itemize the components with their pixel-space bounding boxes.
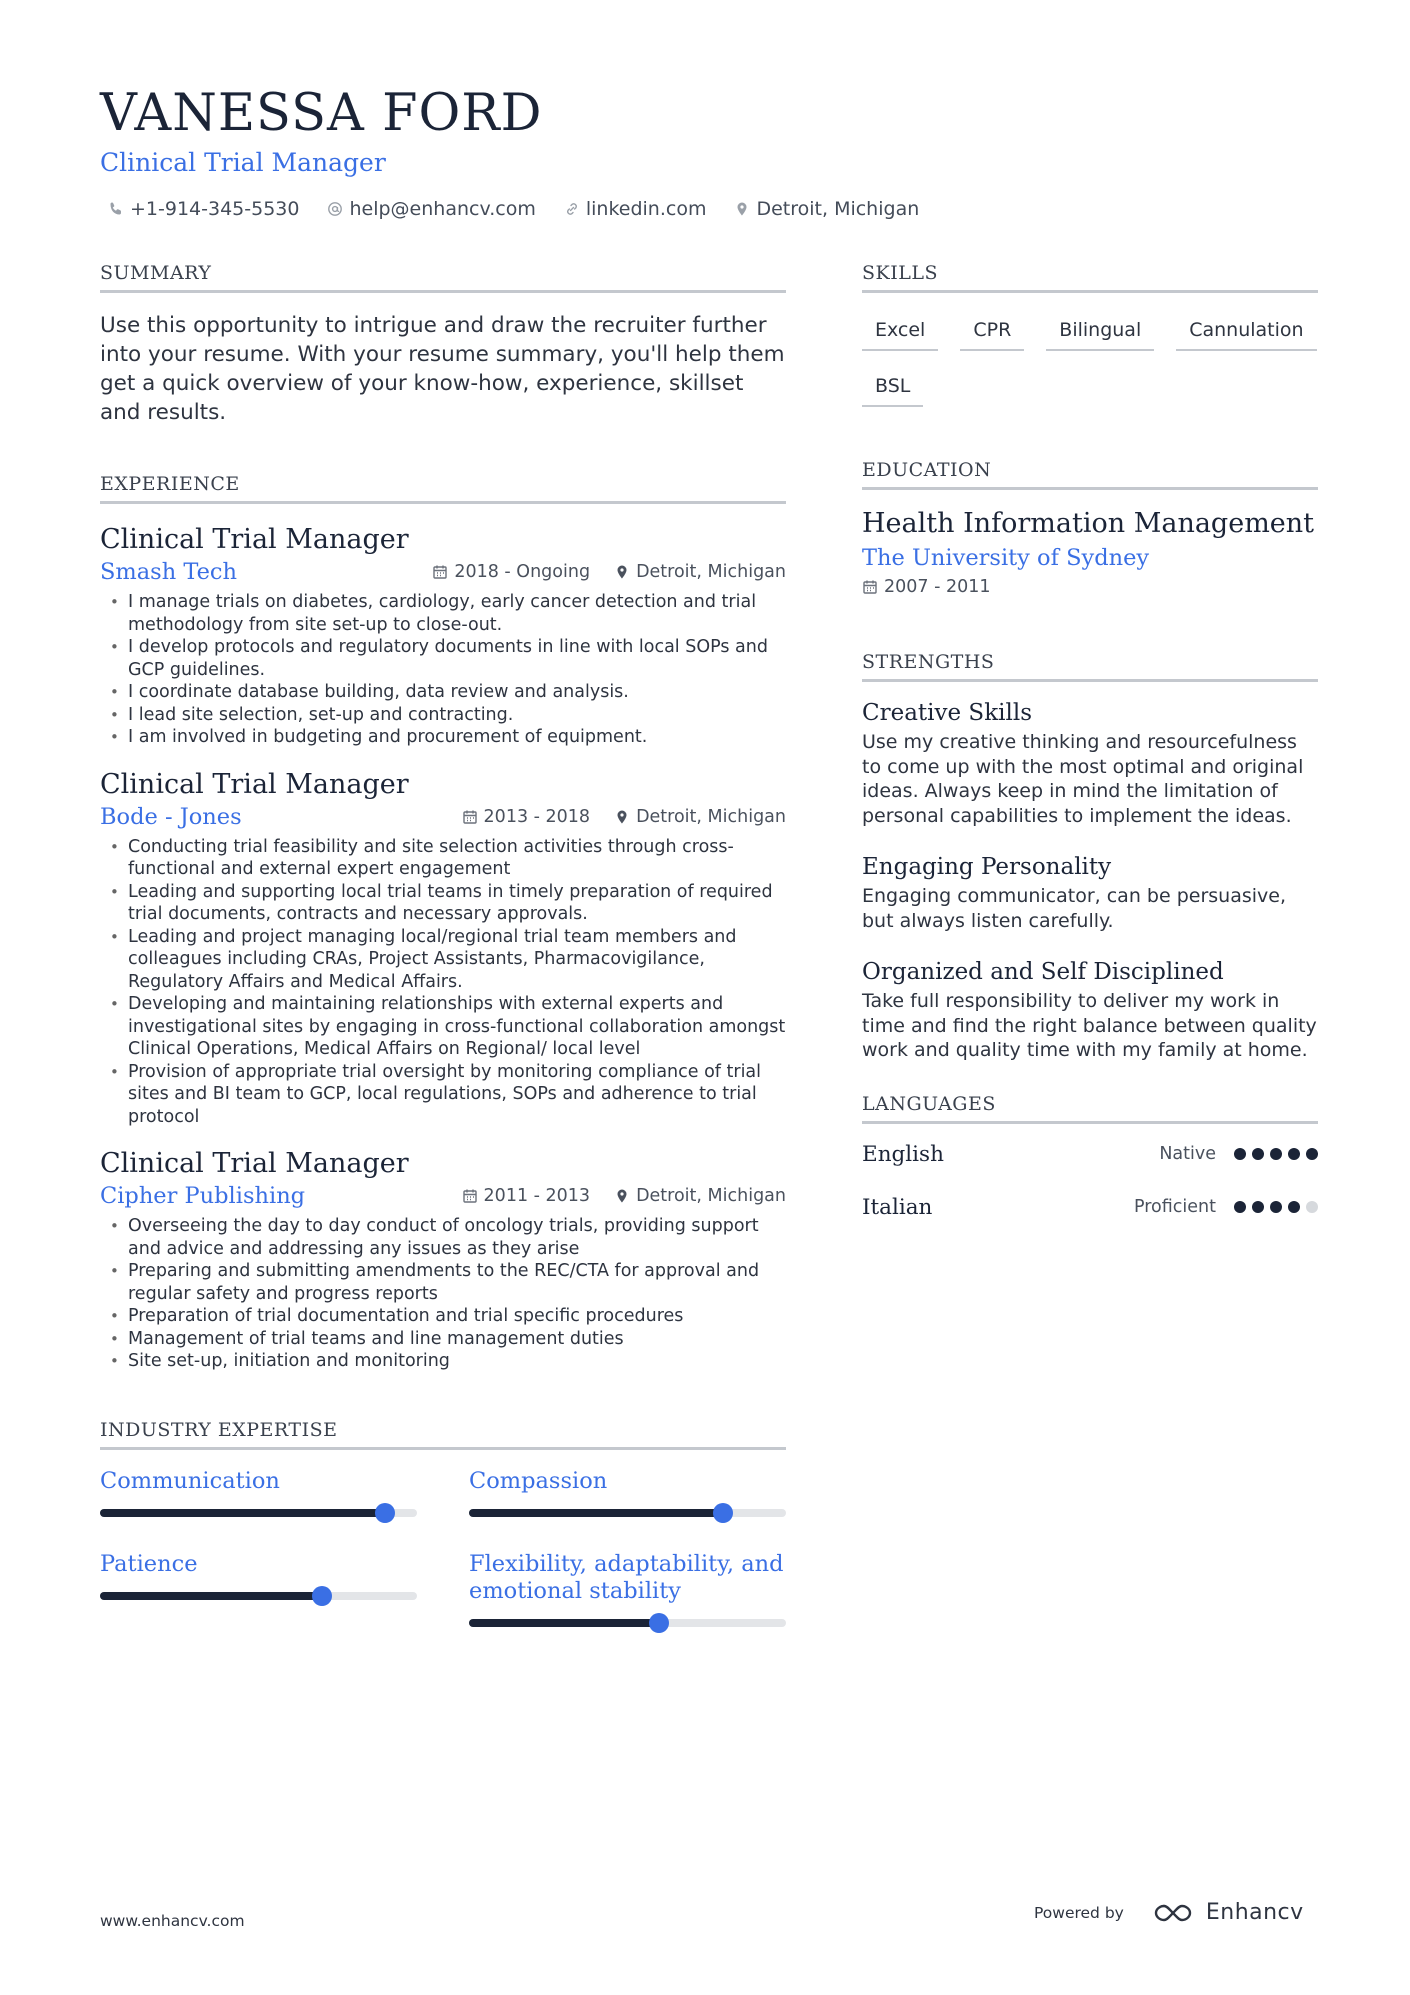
skill-tag: BSL — [862, 367, 923, 407]
languages-section — [862, 1093, 1318, 1234]
job-location — [614, 1186, 786, 1206]
language-row — [862, 1128, 1318, 1181]
strength-item — [862, 854, 1318, 933]
job-company: Bode - Jones — [100, 803, 242, 830]
language-dot-filled — [1252, 1201, 1264, 1213]
job-entry — [100, 1148, 786, 1373]
contact-linkedin[interactable] — [564, 198, 707, 220]
job-bullet: • Developing and maintaining relationships with external experts and investigational sites by engaging in cross-functional collaboration amongst Clinical Operations, Medical Affairs on Regional/ local level — [100, 993, 786, 1061]
job-company: Smash Tech — [100, 559, 238, 585]
expertise-bar — [100, 1592, 417, 1600]
language-level: Proficient — [1134, 1197, 1216, 1217]
language-name: English — [862, 1141, 944, 1167]
job-bullet: • Site set-up, initiation and monitoring — [100, 1350, 786, 1373]
expertise-item — [469, 1551, 786, 1627]
contact-phone[interactable] — [108, 198, 299, 220]
expertise-grid — [100, 1468, 786, 1627]
skills-heading: SKILLS — [862, 262, 1318, 293]
job-bullet: • Preparation of trial documentation and trial specific procedures — [100, 1305, 786, 1328]
strengths-section — [862, 651, 1318, 1063]
expertise-bar-fill — [469, 1619, 659, 1627]
language-dot-filled — [1252, 1148, 1264, 1160]
job-meta — [432, 562, 786, 582]
expertise-label: Patience — [100, 1550, 198, 1577]
job-meta — [462, 1186, 786, 1206]
calendar-icon — [462, 809, 478, 825]
job-company: Cipher Publishing — [100, 1183, 306, 1209]
expertise-label: Communication — [100, 1467, 280, 1494]
strengths-heading: STRENGTHS — [862, 651, 1318, 682]
job-bullet: • Leading and project managing local/regional trial team members and colleagues including CRAs, Project Assistants, Pharmacovigilance, Regulatory Affairs and Medical Affairs. — [100, 926, 786, 994]
job-bullet: • Provision of appropriate trial oversight by monitoring compliance of trial sites and BI team to GCP, local regulations, SOPs and adherence to trial protocol — [100, 1061, 786, 1129]
location-text: Detroit, Michigan — [756, 198, 920, 220]
job-bullets — [100, 836, 786, 1129]
skills-list — [862, 311, 1318, 407]
expertise-item — [100, 1551, 417, 1627]
job-bullets — [100, 1215, 786, 1373]
enhancv-logo-icon — [1150, 1902, 1196, 1924]
phone-text: +1-914-345-5530 — [130, 198, 300, 220]
job-bullet: • Conducting trial feasibility and site selection activities through cross-functional and external expert engagement — [100, 836, 786, 881]
language-proficiency — [1159, 1144, 1318, 1164]
strength-title: Engaging Personality — [862, 854, 1112, 880]
job-dates-text: 2018 - Ongoing — [454, 562, 591, 582]
education-dates — [862, 577, 1318, 597]
skill-tag: Cannulation — [1176, 311, 1316, 351]
strength-item — [862, 700, 1318, 828]
language-dot-filled — [1234, 1201, 1246, 1213]
job-bullet: • Overseeing the day to day conduct of oncology trials, providing support and advice and addressing any issues as they arise — [100, 1215, 786, 1260]
language-dots — [1234, 1201, 1318, 1213]
language-dot-empty — [1306, 1201, 1318, 1213]
job-dates-text: 2011 - 2013 — [483, 1186, 591, 1206]
calendar-icon — [862, 579, 878, 595]
job-row — [100, 804, 786, 830]
skill-tag: Bilingual — [1046, 311, 1154, 351]
job-location — [614, 807, 786, 827]
contact-row — [108, 198, 919, 220]
experience-section — [100, 473, 786, 1373]
language-name: Italian — [862, 1194, 933, 1220]
job-bullet: • I coordinate database building, data review and analysis. — [100, 681, 786, 704]
email-text: help@enhancv.com — [349, 198, 536, 220]
right-column — [862, 262, 1318, 1234]
summary-heading: SUMMARY — [100, 262, 786, 293]
expertise-item — [469, 1468, 786, 1517]
job-title: Clinical Trial Manager — [100, 1148, 409, 1179]
job-bullet: • I manage trials on diabetes, cardiology, early cancer detection and trial methodology from site set-up to close-out. — [100, 591, 786, 636]
expertise-bar-knob — [312, 1586, 332, 1606]
skill-tag: Excel — [862, 311, 938, 351]
expertise-bar-fill — [469, 1509, 723, 1517]
linkedin-text: linkedin.com — [585, 198, 707, 220]
candidate-name: VANESSA FORD — [100, 84, 543, 143]
job-title: Clinical Trial Manager — [100, 524, 409, 555]
job-dates — [432, 562, 590, 582]
job-bullet: • I am involved in budgeting and procurement of equipment. — [100, 726, 786, 749]
at-icon — [327, 201, 343, 217]
language-dot-filled — [1288, 1148, 1300, 1160]
location-pin-icon — [614, 809, 630, 825]
expertise-label: Flexibility, adaptability, and emotional stability — [469, 1550, 784, 1604]
skills-section — [862, 262, 1318, 407]
education-degree: Health Information Management — [862, 508, 1315, 539]
job-bullet: • Management of trial teams and line management duties — [100, 1328, 786, 1351]
job-list — [100, 524, 786, 1373]
footer-branding — [1034, 1900, 1304, 1925]
expertise-section — [100, 1419, 786, 1627]
job-meta — [462, 807, 786, 827]
job-row — [100, 559, 786, 585]
brand-name: Enhancv — [1205, 1900, 1304, 1925]
expertise-bar — [469, 1509, 786, 1517]
language-dot-filled — [1234, 1148, 1246, 1160]
job-bullet: • Preparing and submitting amendments to the REC/CTA for approval and regular safety and progress reports — [100, 1260, 786, 1305]
job-location-text: Detroit, Michigan — [636, 562, 786, 582]
job-bullets — [100, 591, 786, 749]
phone-icon — [108, 201, 124, 217]
experience-heading: EXPERIENCE — [100, 473, 786, 504]
language-dot-filled — [1270, 1201, 1282, 1213]
job-bullet: • Leading and supporting local trial teams in timely preparation of required trial documents, contracts and necessary approvals. — [100, 881, 786, 926]
language-dot-filled — [1288, 1201, 1300, 1213]
language-row — [862, 1181, 1318, 1234]
language-dot-filled — [1306, 1148, 1318, 1160]
strength-item — [862, 959, 1318, 1063]
location-pin-icon — [734, 201, 750, 217]
languages-heading: LANGUAGES — [862, 1093, 1318, 1124]
job-bullet: • I develop protocols and regulatory documents in line with local SOPs and GCP guidelines. — [100, 636, 786, 681]
job-dates — [462, 1186, 591, 1206]
expertise-bar-fill — [100, 1592, 322, 1600]
job-title: Clinical Trial Manager — [100, 768, 409, 800]
expertise-heading: INDUSTRY EXPERTISE — [100, 1419, 786, 1450]
expertise-bar — [100, 1509, 417, 1517]
strength-text: Engaging communicator, can be persuasive, but always listen carefully. — [862, 885, 1286, 932]
job-location-text: Detroit, Michigan — [636, 1186, 786, 1206]
expertise-label: Compassion — [469, 1467, 608, 1494]
job-bullet: • I lead site selection, set-up and contracting. — [100, 704, 786, 727]
expertise-item — [100, 1468, 417, 1517]
job-entry — [100, 769, 786, 1129]
footer-website[interactable]: www.enhancv.com — [100, 1912, 245, 1930]
education-school: The University of Sydney — [862, 545, 1150, 571]
contact-email[interactable] — [327, 198, 535, 220]
education-section — [862, 459, 1318, 597]
job-dates — [462, 807, 591, 827]
language-dots — [1234, 1148, 1318, 1160]
education-heading: EDUCATION — [862, 459, 1318, 490]
calendar-icon — [432, 564, 448, 580]
job-location — [614, 562, 786, 582]
expertise-bar-knob — [713, 1503, 733, 1523]
strength-text: Take full responsibility to deliver my work in time and find the right balance between quality work and quality time with my family at home. — [862, 990, 1317, 1061]
expertise-bar-fill — [100, 1509, 385, 1517]
expertise-bar-knob — [375, 1503, 395, 1523]
education-dates-text: 2007 - 2011 — [884, 577, 991, 597]
location-pin-icon — [614, 1188, 630, 1204]
expertise-bar — [469, 1619, 786, 1627]
link-icon — [564, 201, 580, 217]
job-entry — [100, 524, 786, 749]
summary-text: Use this opportunity to intrigue and draw the recruiter further into your resume. With your resume summary, you'll help them get a quick overview of your know-how, experience, skillset and results. — [100, 313, 785, 425]
language-proficiency — [1134, 1197, 1318, 1217]
expertise-bar-knob — [649, 1613, 669, 1633]
job-location-text: Detroit, Michigan — [636, 806, 786, 827]
calendar-icon — [462, 1188, 478, 1204]
skill-tag: CPR — [960, 311, 1024, 351]
strength-title: Creative Skills — [862, 700, 1032, 726]
job-row — [100, 1183, 786, 1209]
strength-text: Use my creative thinking and resourcefulness to come up with the most optimal and original ideas. Always keep in mind the limitation of personal capabilities to implement the ideas. — [862, 731, 1304, 827]
left-column — [100, 262, 786, 1627]
candidate-title: Clinical Trial Manager — [100, 148, 386, 177]
summary-section — [100, 262, 786, 427]
language-dot-filled — [1270, 1148, 1282, 1160]
location-pin-icon — [614, 564, 630, 580]
enhancv-logo[interactable] — [1150, 1900, 1304, 1925]
language-level: Native — [1159, 1144, 1216, 1164]
job-dates-text: 2013 - 2018 — [483, 806, 591, 827]
powered-by-text: Powered by — [1034, 1903, 1124, 1922]
strength-title: Organized and Self Disciplined — [862, 959, 1224, 985]
contact-location — [734, 198, 919, 220]
